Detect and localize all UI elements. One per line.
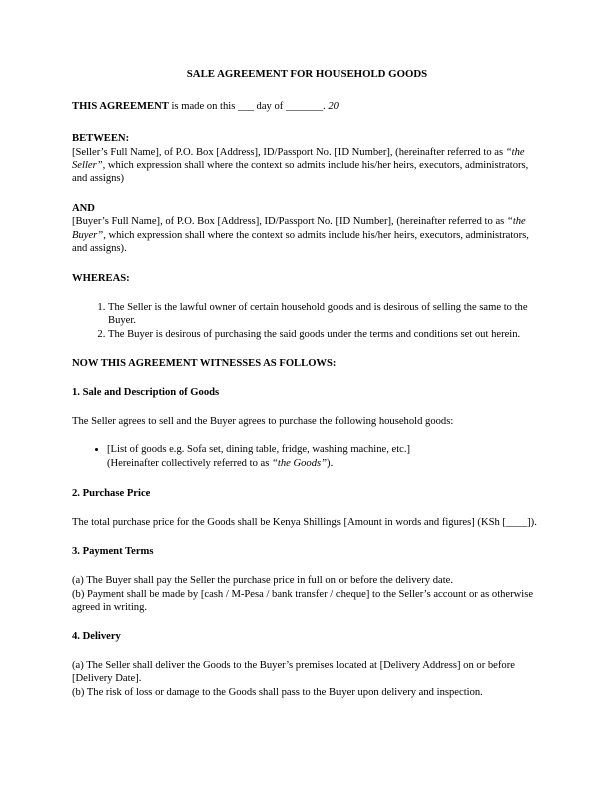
section-4-line-b: (b) The risk of loss or damage to the Goods shall pass to the Buyer upon delivery and inspection. xyxy=(72,686,483,698)
section-3-heading: 3. Payment Terms xyxy=(72,546,154,558)
between-label: BETWEEN: xyxy=(72,133,130,145)
seller-term: “the Seller” xyxy=(72,146,525,171)
section-1-heading: 1. Sale and Description of Goods xyxy=(72,387,220,399)
section-2-text: The total purchase price for the Goods shall be Kenya Shillings [Amount in words and figures] (KSh [____]). xyxy=(72,517,537,529)
and-label: AND xyxy=(72,203,95,215)
section-1-text: The Seller agrees to sell and the Buyer agrees to purchase the following household goods: xyxy=(72,416,454,428)
goods-line-2-before: (Hereinafter collectively referred to as xyxy=(107,457,272,469)
intro-year: 20 xyxy=(328,101,339,113)
whereas-heading: WHEREAS: xyxy=(72,273,130,285)
section-2-heading: 2. Purchase Price xyxy=(72,487,151,499)
buyer-details xyxy=(72,215,542,255)
section-4-line-a: (a) The Seller shall deliver the Goods to the Buyer’s premises located at [Delivery Address] on or before [Delivery Date]. xyxy=(72,660,515,685)
seller-text-after: , which expression shall where the context so admits include his/her heirs, executors, administrators, and assigns) xyxy=(72,159,529,185)
section-4-heading: 4. Delivery xyxy=(72,631,121,643)
buyer-text-after: , which expression shall where the context so admits include his/her heirs, executors, administrators, and assigns). xyxy=(72,229,529,254)
whereas-item: 1. The Seller is the lawful owner of certain household goods and is desirous of selling the same to the Buyer. xyxy=(108,301,542,327)
witnesses-heading: NOW THIS AGREEMENT WITNESSES AS FOLLOWS: xyxy=(72,357,337,369)
intro-text: is made on this ___ day of _______. xyxy=(168,101,329,113)
whereas-list xyxy=(72,301,542,341)
seller-text-before: [Seller’s Full Name], of P.O. Box [Address], ID/Passport No. [ID Number], (hereinafter referred to as xyxy=(72,146,506,158)
agreement-intro xyxy=(72,100,542,113)
goods-line-1: [List of goods e.g. Sofa set, dining table, fridge, washing machine, etc.] xyxy=(107,444,411,456)
goods-list-item xyxy=(107,443,542,469)
section-4-body xyxy=(72,659,542,699)
whereas-item: 2. The Buyer is desirous of purchasing the said goods under the terms and conditions set out herein. xyxy=(108,328,542,341)
intro-lead: THIS AGREEMENT xyxy=(72,101,169,113)
goods-line-2-after: ). xyxy=(327,457,334,469)
document-page xyxy=(72,68,542,715)
goods-list xyxy=(72,443,542,469)
buyer-term: “the Buyer” xyxy=(72,216,526,241)
section-3-line-b: (b) Payment shall be made by [cash / M-Pesa / bank transfer / cheque] to the Seller’s account or as otherwise agreed in writing. xyxy=(72,588,534,613)
buyer-party-block xyxy=(72,202,542,255)
buyer-text-before: [Buyer’s Full Name], of P.O. Box [Address], ID/Passport No. [ID Number], (hereinafter referred to as xyxy=(72,216,507,228)
seller-details xyxy=(72,146,542,186)
seller-party-block xyxy=(72,132,542,185)
document-title: SALE AGREEMENT FOR HOUSEHOLD GOODS xyxy=(186,68,428,80)
section-3-line-a: (a) The Buyer shall pay the Seller the purchase price in full on or before the delivery date. xyxy=(72,575,454,587)
goods-term: “the Goods” xyxy=(272,457,328,469)
section-3-body xyxy=(72,574,542,614)
